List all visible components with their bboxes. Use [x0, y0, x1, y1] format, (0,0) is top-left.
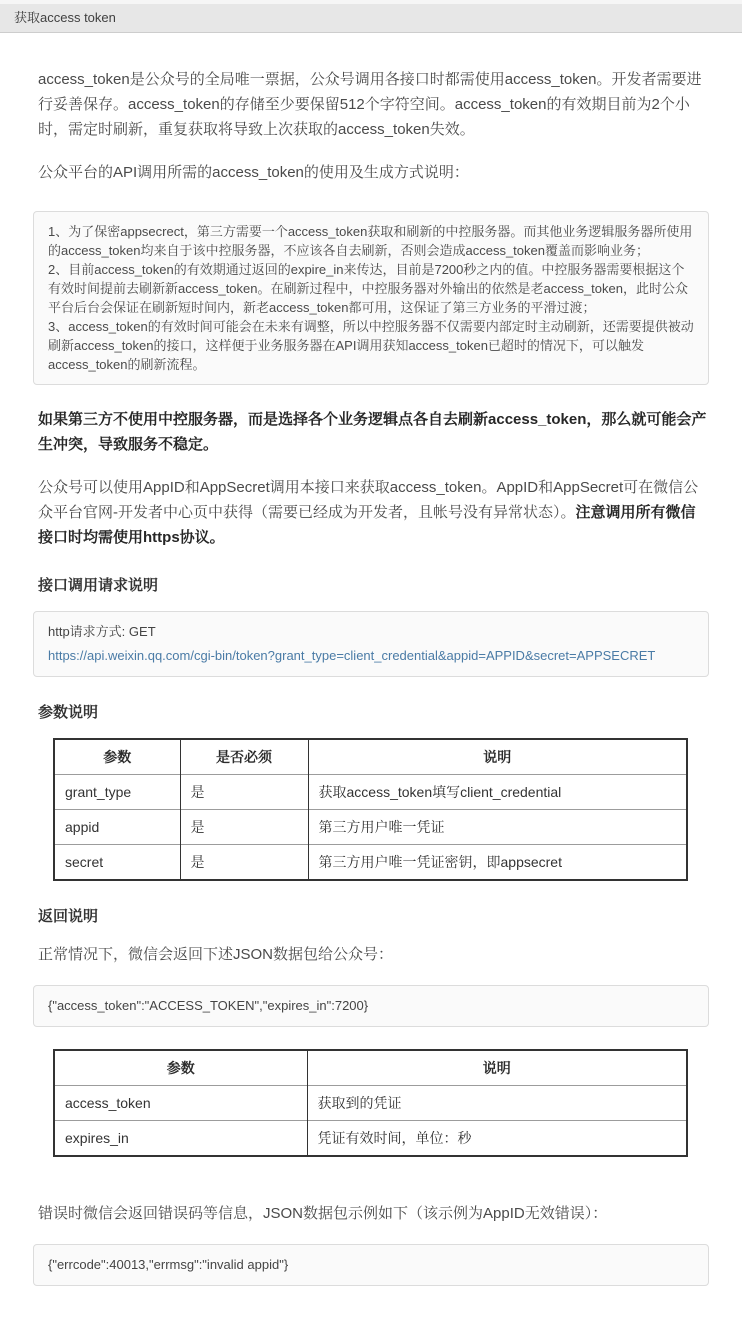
- http-request-box: [33, 611, 709, 677]
- table-row: [54, 845, 687, 881]
- table-row: [54, 810, 687, 845]
- intro-paragraph-2: 公众平台的API调用所需的access_token的使用及生成方式说明：: [38, 164, 469, 181]
- table-header-cell: 说明: [307, 1050, 687, 1086]
- table-cell: access_token: [54, 1086, 307, 1121]
- error-intro-paragraph: 错误时微信会返回错误码等信息，JSON数据包示例如下（该示例为AppID无效错误）：: [38, 1205, 608, 1222]
- table-cell: 第三方用户唯一凭证密钥，即appsecret: [308, 845, 687, 881]
- table-cell: 第三方用户唯一凭证: [308, 810, 687, 845]
- table-cell: 凭证有效时间，单位：秒: [307, 1121, 687, 1157]
- table-row: [54, 1121, 687, 1157]
- table-cell: appid: [54, 810, 180, 845]
- error-json-text: {"errcode":40013,"errmsg":"invalid appid"}: [48, 1257, 289, 1272]
- doc-content: [0, 33, 742, 1332]
- appid-paragraph-bold: 注意调用所有微信接口时均需使用https协议。: [38, 504, 696, 546]
- table-cell: 是: [180, 810, 308, 845]
- http-method-line: http请求方式: GET: [48, 624, 156, 639]
- return-intro-paragraph: 正常情况下，微信会返回下述JSON数据包给公众号：: [38, 946, 394, 963]
- page-title: 获取access token: [14, 10, 116, 25]
- table-header-cell: 是否必须: [180, 739, 308, 775]
- note-item: 2、目前access_token的有效期通过返回的expire_in来传达，目前是7200秒之内的值。中控服务器需要根据这个有效时间提前去刷新新access_token。在刷新过程中，中控服务器对外输出的依然是老access_token，此时公众平台后台会保证在刷新短时间内，新老access_token都可用，这保证了第三方业务的平滑过渡；: [48, 262, 688, 315]
- error-json-box: [33, 1244, 709, 1286]
- table-cell: 获取access_token填写client_credential: [308, 775, 687, 810]
- table-header-cell: 参数: [166, 1060, 195, 1076]
- section-heading-request: 接口调用请求说明: [38, 577, 159, 594]
- table-row: [54, 775, 687, 810]
- params-table: [53, 738, 688, 881]
- json-response-text: {"access_token":"ACCESS_TOKEN","expires_in":7200}: [48, 998, 369, 1013]
- note-item: 3、access_token的有效时间可能会在未来有调整，所以中控服务器不仅需要内部定时主动刷新，还需要提供被动刷新access_token的接口，这样便于业务服务器在API调用获知access_token已超时的情况下，可以触发access_token的刷新流程。: [48, 319, 694, 372]
- table-header-row: [54, 1050, 687, 1086]
- spacer: [33, 1179, 709, 1201]
- table-cell: grant_type: [54, 775, 180, 810]
- table-cell: expires_in: [54, 1121, 307, 1157]
- api-token-url-link[interactable]: https://api.weixin.qq.com/cgi-bin/token?grant_type=client_credential&appid=APPID&secret=APPSECRET: [48, 648, 656, 663]
- section-heading-params: 参数说明: [38, 704, 99, 721]
- appid-paragraph: [38, 475, 709, 550]
- appid-paragraph-normal: 公众号可以使用AppID和AppSecret调用本接口来获取access_token。AppID和AppSecret可在微信公众平台官网-开发者中心页中获得（需要已经成为开发者，且帐号没有异常状态）。: [38, 479, 699, 521]
- table-cell: 是: [180, 775, 308, 810]
- table-header-cell: 参数: [103, 749, 132, 765]
- warning-paragraph: 如果第三方不使用中控服务器，而是选择各个业务逻辑点各自去刷新access_token，那么就可能会产生冲突，导致服务不稳定。: [38, 411, 707, 453]
- intro-paragraph-1: access_token是公众号的全局唯一票据，公众号调用各接口时都需使用access_token。开发者需要进行妥善保存。access_token的存储至少要保留512个字符空间。access_token的有效期目前为2个小时，需定时刷新，重复获取将导致上次获取的access_token失效。: [38, 71, 702, 138]
- section-heading-return: 返回说明: [38, 908, 99, 925]
- table-row: [54, 1086, 687, 1121]
- return-table: [53, 1049, 688, 1157]
- usage-notes-box: [33, 211, 709, 385]
- table-cell: 是: [180, 845, 308, 881]
- table-header-cell: 说明: [308, 739, 687, 775]
- table-cell: 获取到的凭证: [307, 1086, 687, 1121]
- page-header: [0, 0, 742, 33]
- table-cell: secret: [54, 845, 180, 881]
- note-item: 1、为了保密appsecrect，第三方需要一个access_token获取和刷新的中控服务器。而其他业务逻辑服务器所使用的access_token均来自于该中控服务器，不应该各自去刷新，否则会造成access_token覆盖而影响业务；: [48, 224, 693, 258]
- json-response-box: [33, 985, 709, 1027]
- table-header-row: [54, 739, 687, 775]
